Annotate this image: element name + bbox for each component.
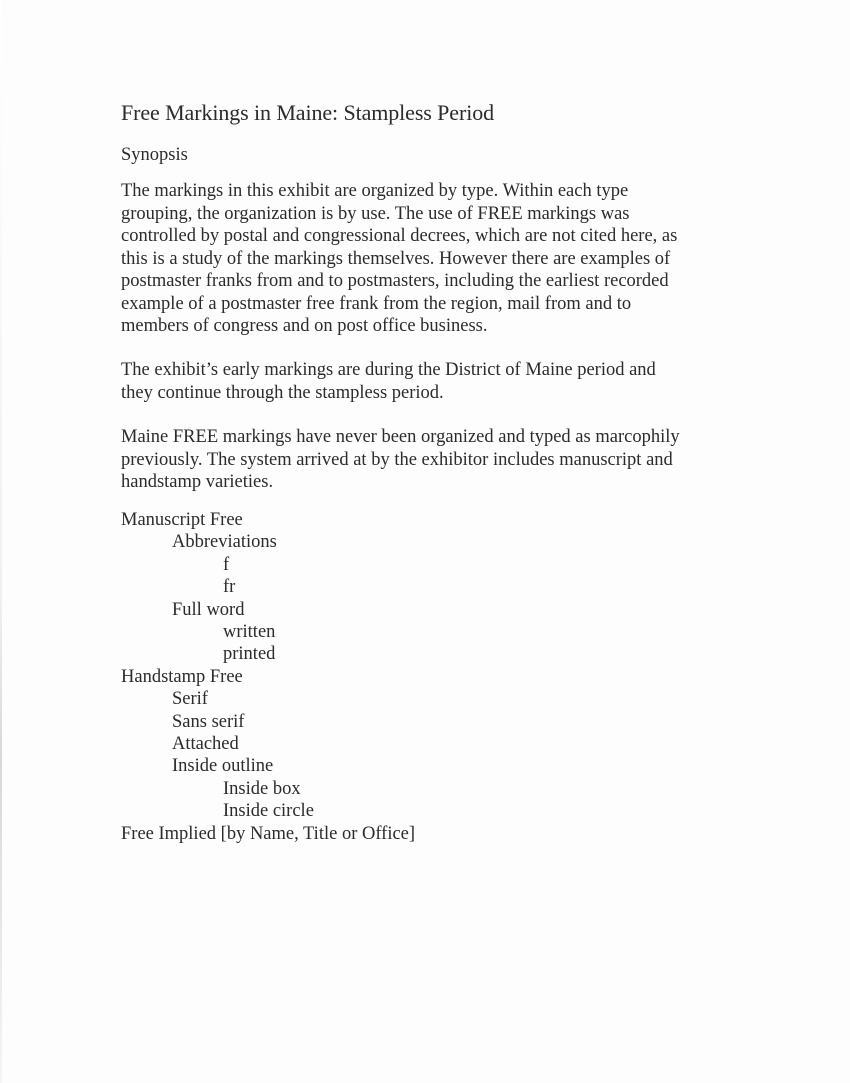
outline-item-sans-serif: Sans serif <box>172 711 245 732</box>
scan-edge-shadow <box>0 0 2 1083</box>
section-heading-synopsis: Synopsis <box>121 145 188 165</box>
outline-item-fr: fr <box>223 577 236 598</box>
classification-outline <box>121 509 415 845</box>
outline-item-attached: Attached <box>172 734 239 755</box>
paragraph-line: handstamp varieties. <box>121 472 274 492</box>
outline-item-printed: printed <box>223 644 276 665</box>
paragraph-line: previously. The system arrived at by the exhibitor includes manuscript and <box>121 449 673 470</box>
paragraph-line: this is a study of the markings themselves. However there are examples of <box>121 248 671 269</box>
paragraph-line: The markings in this exhibit are organized by type. Within each type <box>121 181 629 201</box>
outline-item-manuscript-free: Manuscript Free <box>121 510 243 530</box>
paragraph-line: Maine FREE markings have never been organized and typed as marcophily <box>121 427 680 447</box>
paragraph-organization <box>121 180 731 338</box>
outline-item-serif: Serif <box>172 689 208 710</box>
paragraph-line: they continue through the stampless period. <box>121 382 444 403</box>
outline-item-full-word: Full word <box>172 599 245 620</box>
paragraph-line: controlled by postal and congressional decrees, which are not cited here, as <box>121 226 678 246</box>
paragraph-system <box>121 426 731 494</box>
document-title: Free Markings in Maine: Stampless Period <box>121 100 495 125</box>
outline-item-free-implied: Free Implied [by Name, Title or Office] <box>121 823 416 844</box>
outline-item-handstamp-free: Handstamp Free <box>121 666 243 687</box>
outline-item-written: written <box>223 622 276 643</box>
paragraph-period <box>121 359 731 404</box>
paragraph-line: postmaster franks from and to postmasters, including the earliest recorded <box>121 271 669 291</box>
outline-item-inside-circle: Inside circle <box>223 801 314 822</box>
outline-item-f: f <box>223 554 230 575</box>
outline-item-abbreviations: Abbreviations <box>172 532 277 553</box>
outline-item-inside-box: Inside box <box>223 778 301 799</box>
outline-item-inside-outline: Inside outline <box>172 756 274 777</box>
paragraph-line: example of a postmaster free frank from the region, mail from and to <box>121 293 632 314</box>
paragraph-line: members of congress and on post office business. <box>121 316 488 336</box>
paragraph-line: The exhibit’s early markings are during the District of Maine period and <box>121 360 656 380</box>
paragraph-line: grouping, the organization is by use. The use of FREE markings was <box>121 203 630 224</box>
